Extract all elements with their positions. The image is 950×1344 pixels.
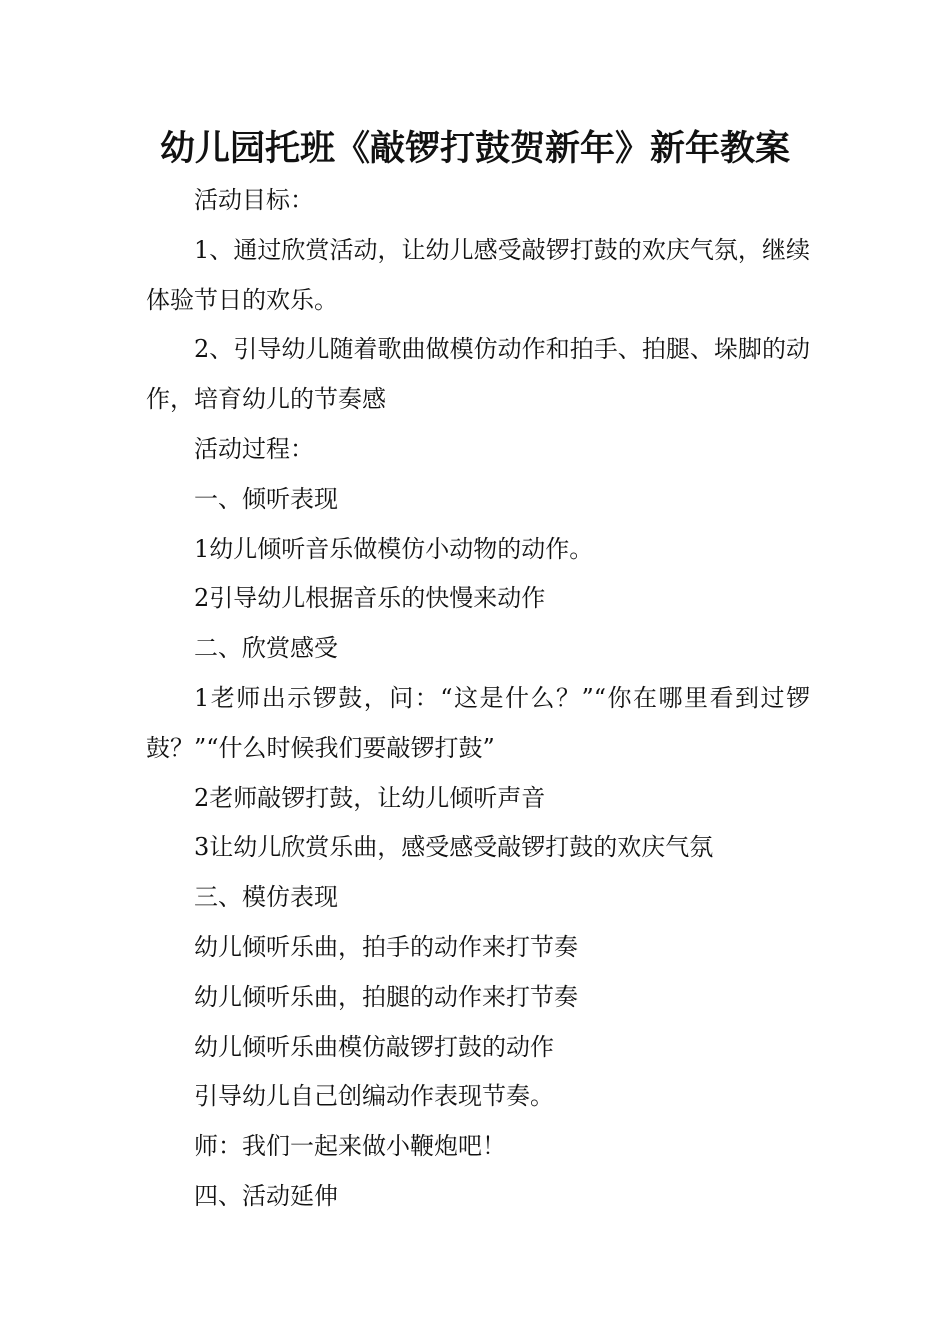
paragraph-objectives-heading: 活动目标： bbox=[194, 186, 314, 214]
document-body bbox=[146, 176, 810, 1222]
paragraph-process-heading: 活动过程： bbox=[194, 434, 314, 463]
paragraph-section-2-item-2: 2老师敲锣打鼓，让幼儿倾听声音 bbox=[194, 783, 546, 812]
paragraph-section-3-item-4: 引导幼儿自己创编动作表现节奏。 bbox=[194, 1082, 554, 1111]
paragraph-objective-1: 1、通过欣赏活动，让幼儿感受敲锣打鼓的欢庆气氛，继续体验节日的欢乐。 bbox=[146, 235, 810, 314]
paragraph-section-4-heading: 四、活动延伸 bbox=[194, 1181, 338, 1210]
paragraph-section-3-heading: 三、模仿表现 bbox=[194, 883, 338, 912]
paragraph-section-3-item-3: 幼儿倾听乐曲模仿敲锣打鼓的动作 bbox=[194, 1032, 554, 1061]
paragraph-section-2-item-3: 3让幼儿欣赏乐曲，感受感受敲锣打鼓的欢庆气氛 bbox=[194, 833, 714, 862]
paragraph-objective-2: 2、引导幼儿随着歌曲做模仿动作和拍手、拍腿、垛脚的动作，培育幼儿的节奏感 bbox=[146, 335, 810, 414]
paragraph-section-1-heading: 一、倾听表现 bbox=[194, 484, 338, 513]
document-title: 幼儿园托班《敲锣打鼓贺新年》新年教案 bbox=[159, 129, 790, 169]
paragraph-section-3-item-2: 幼儿倾听乐曲，拍腿的动作来打节奏 bbox=[194, 982, 578, 1011]
paragraph-section-2-heading: 二、欣赏感受 bbox=[194, 634, 338, 663]
paragraph-section-3-item-5: 师：我们一起来做小鞭炮吧！ bbox=[194, 1132, 506, 1161]
paragraph-section-1-item-1: 1幼儿倾听音乐做模仿小动物的动作。 bbox=[194, 534, 594, 563]
paragraph-section-1-item-2: 2引导幼儿根据音乐的快慢来动作 bbox=[194, 584, 546, 613]
paragraph-section-3-item-1: 幼儿倾听乐曲，拍手的动作来打节奏 bbox=[194, 932, 578, 961]
paragraph-section-2-item-1: 1老师出示锣鼓，问：“这是什么？”“你在哪里看到过锣鼓？”“什么时候我们要敲锣打鼓” bbox=[146, 683, 810, 762]
